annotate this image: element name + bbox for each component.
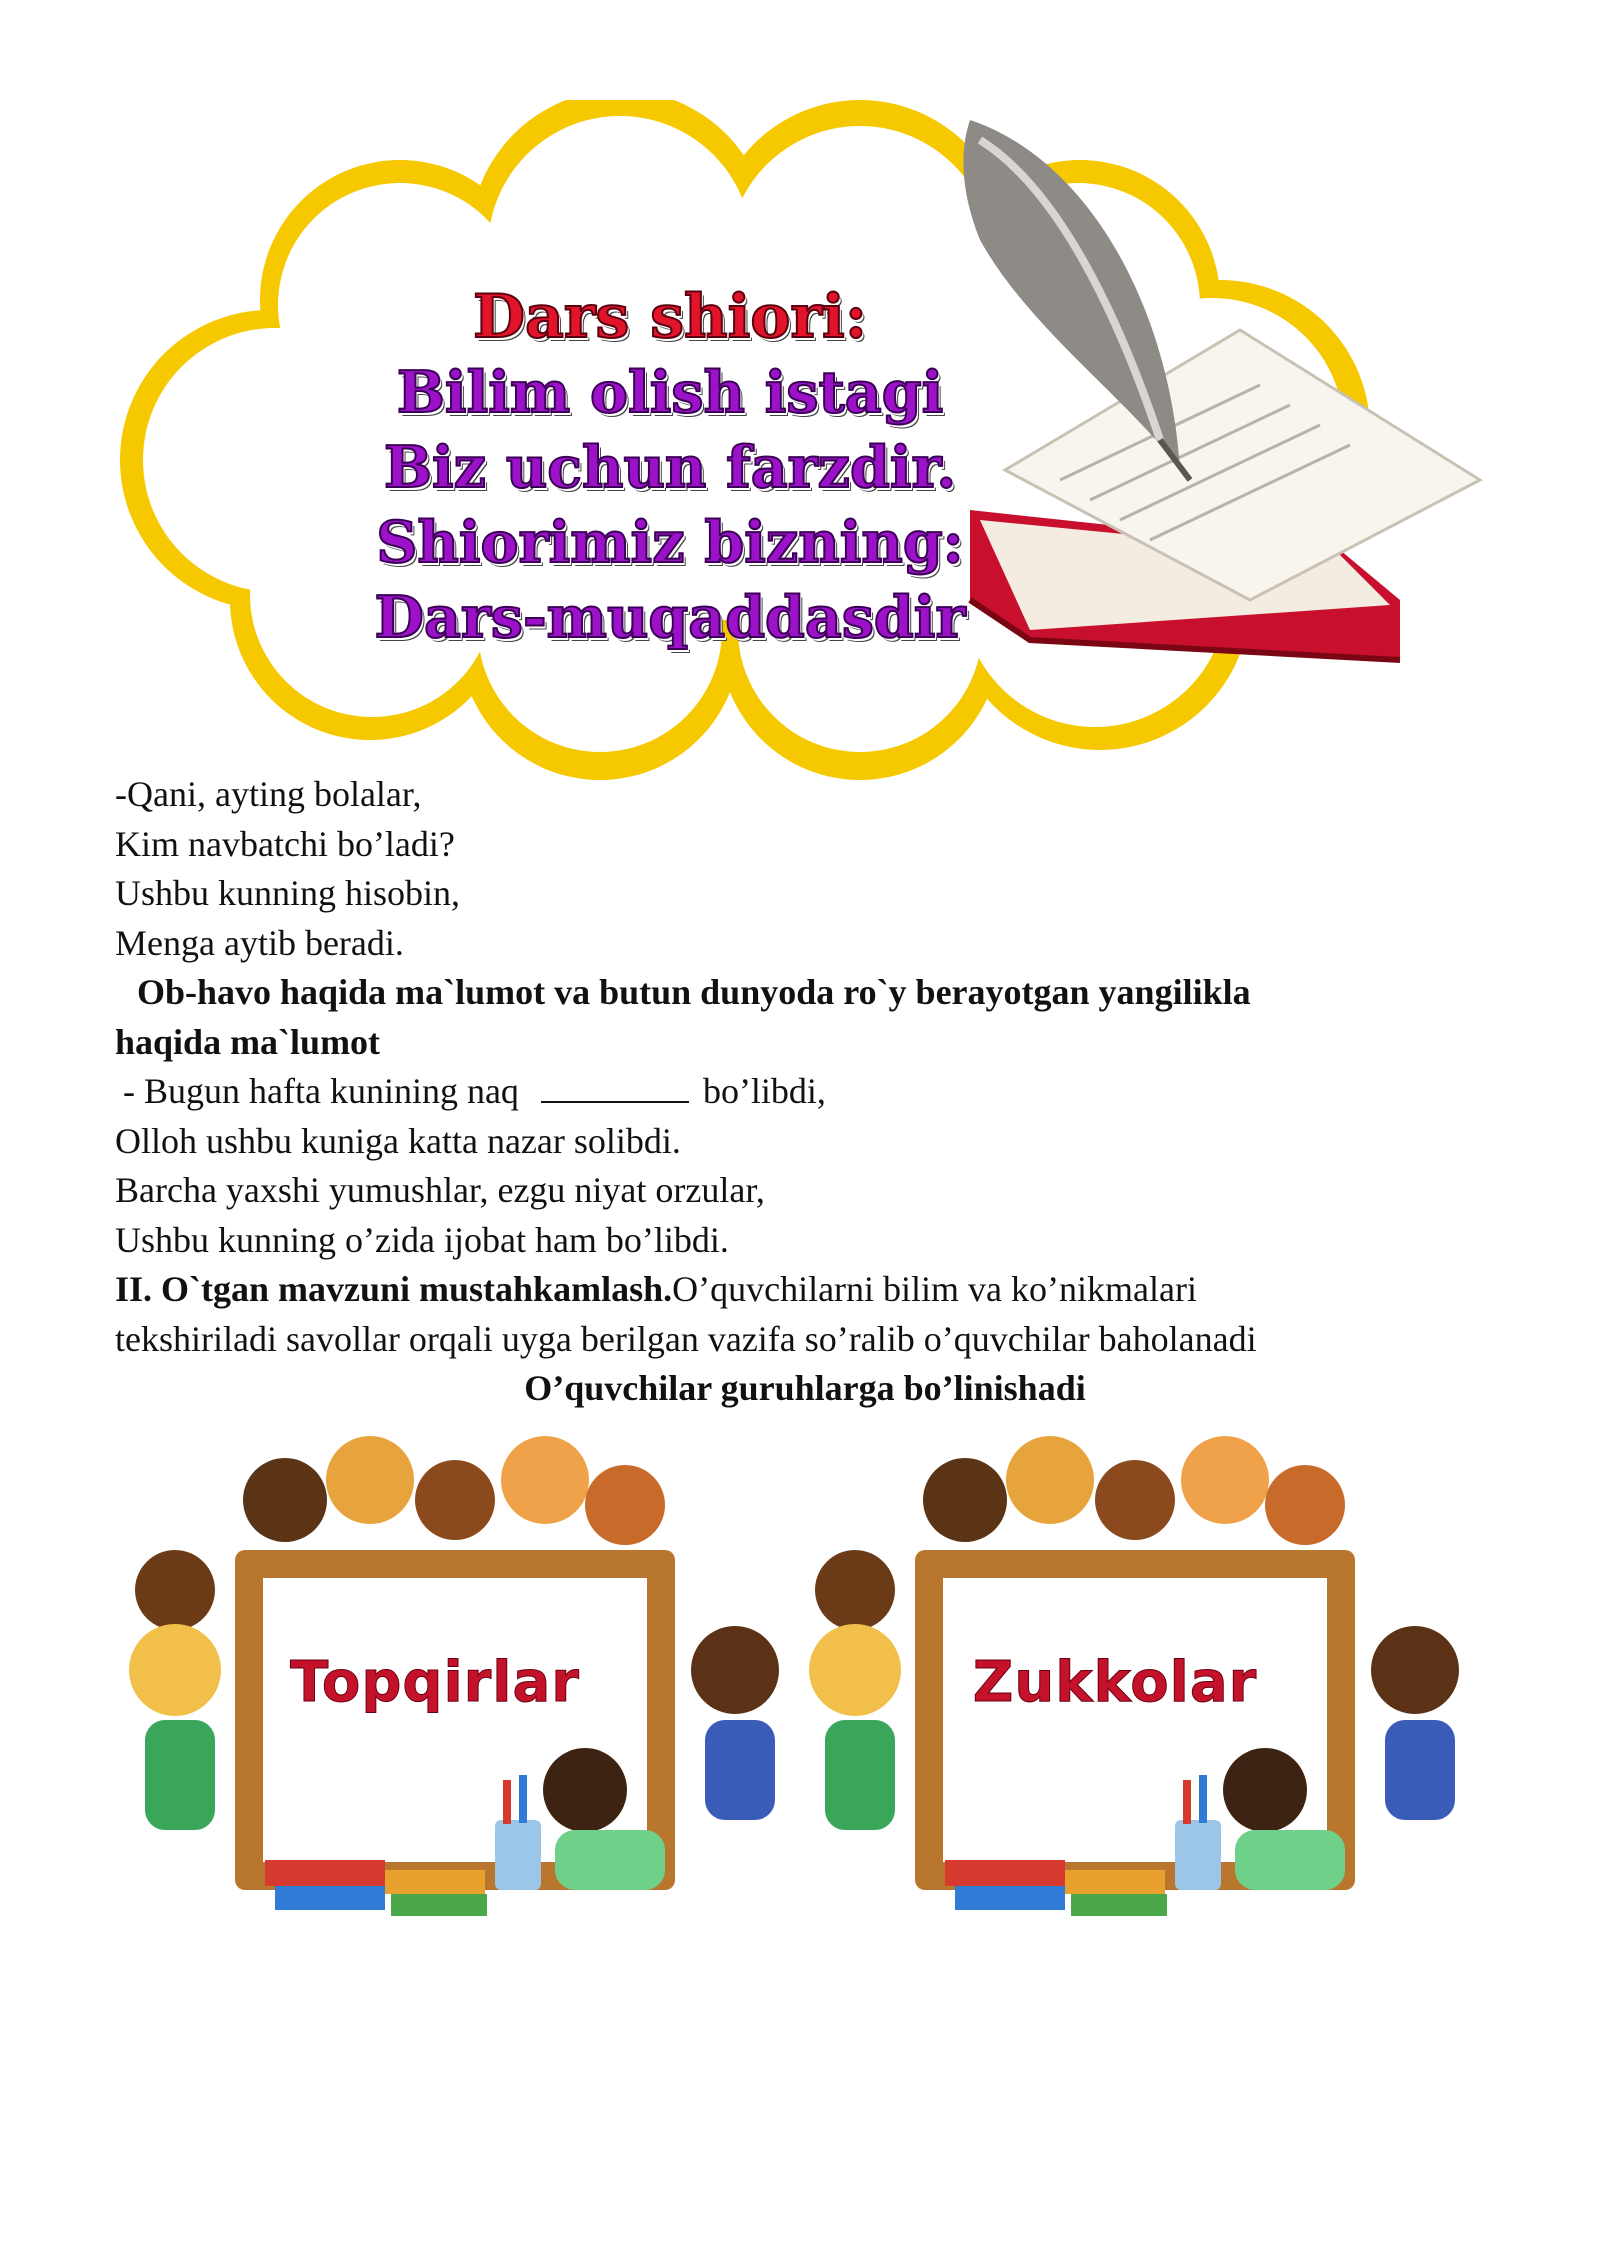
groups-heading: O’quvchilar guruhlarga bo’linishadi [524,1368,1086,1408]
motto-title: Dars shiori: [473,282,867,352]
section-2-paragraph [115,1265,1495,1315]
poem-line: Ushbu kunning hisobin, [115,873,461,913]
poem-line: Menga aytib beradi. [115,922,404,963]
poem-line-end: bo’libdi, [702,1071,826,1111]
poem-line-with-blank [115,1067,1495,1117]
poem-line: Olloh ushbu kuniga katta nazar solibdi. [115,1120,681,1161]
weather-heading: Ob-havo haqida ma`lumot va butun dunyoda ro`y berayotgan yangilikla [137,972,1251,1012]
motto-line: Shiorimiz bizning: [376,509,964,576]
motto-text [280,280,1060,655]
group-name: Zukkolar [972,1650,1258,1715]
group-name: Topqirlar [290,1650,580,1715]
motto-line: Bilim olish istagi [396,359,944,426]
section-2-text: O’quvchilarni bilim va ko’nikmalari [672,1269,1197,1309]
weather-heading-cont: haqida ma`lumot [115,1021,381,1062]
poem-line: Barcha yaxshi yumushlar, ezgu niyat orzular, [115,1170,765,1210]
section-2-heading: II. O`tgan mavzuni mustahkamlash. [115,1269,673,1309]
poem-line-start: - Bugun hafta kunining naq [123,1071,519,1111]
motto-line: Biz uchun farzdir. [383,434,957,501]
poem-line: Kim navbatchi bo’ladi? [115,823,455,864]
motto-line: Dars-muqaddasdir [374,584,966,651]
lesson-text [115,770,1495,1414]
motto-banner [100,100,1520,780]
fill-in-blank[interactable] [541,1071,689,1103]
section-2-text-cont: tekshiriladi savollar orqali uyga berilgan vazifa so’ralib o’quvchilar baholanadi [115,1318,1257,1359]
poem-line: -Qani, ayting bolalar, [115,774,422,814]
group-board-zukkolar [795,1420,1485,1940]
group-board-topqirlar [115,1420,805,1940]
poem-line: Ushbu kunning o’zida ijobat ham bo’libdi. [115,1219,729,1260]
